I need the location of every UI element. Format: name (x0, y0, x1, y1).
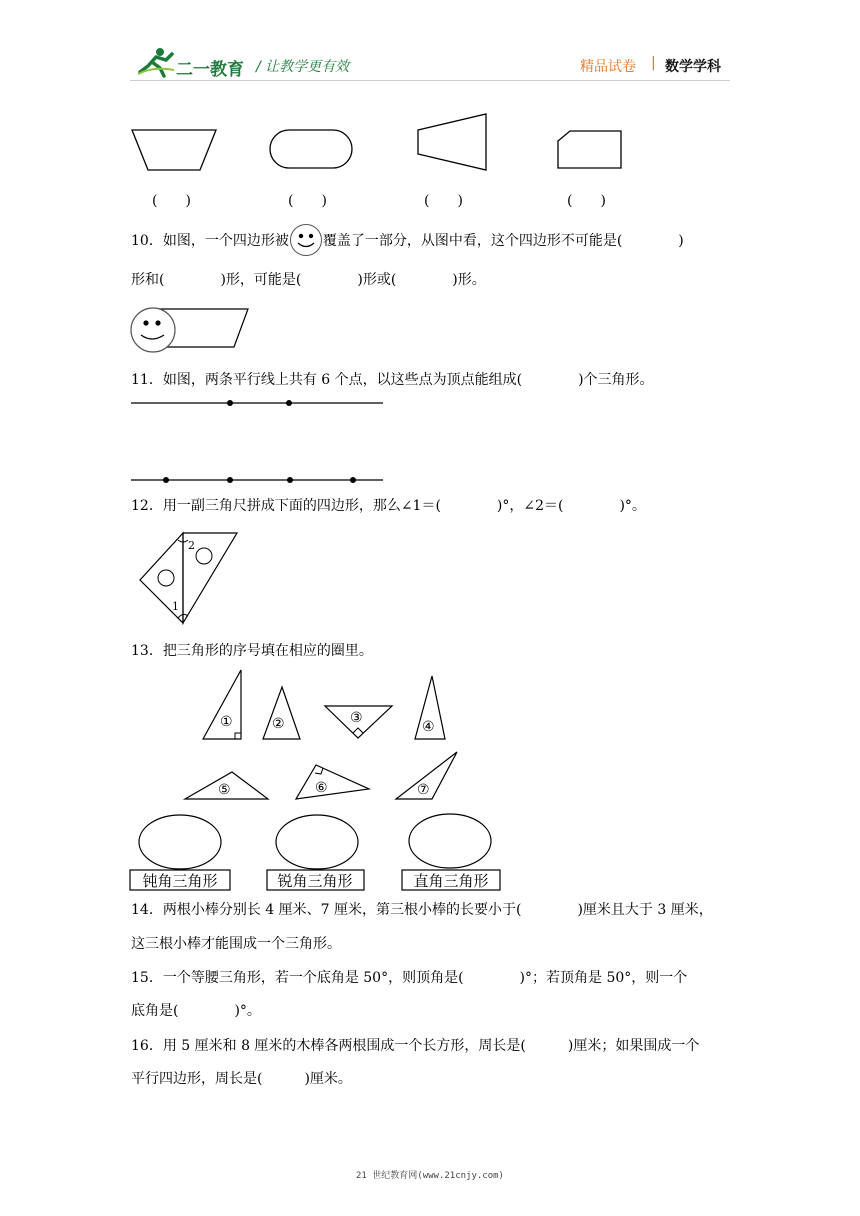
triangles-figure (120, 664, 520, 894)
parallel-lines-figure (128, 394, 388, 490)
header (0, 0, 860, 90)
triangle-4-label: ④ (422, 719, 435, 735)
logo-runner-icon (134, 46, 176, 78)
acute-answer-circle (276, 815, 358, 869)
question-16-line-2: 平行四边形，周长是( )厘米。 (131, 1071, 352, 1087)
question-13: 13．把三角形的序号填在相应的圈里。 (131, 643, 373, 659)
question-10-line-2: 形和( )形，可能是( )形或( )形。 (131, 272, 486, 288)
right-trapezoid-shape (418, 114, 486, 170)
question-14-line-2: 这三根小棒才能围成一个三角形。 (131, 936, 341, 952)
question-16-line-1: 16．用 5 厘米和 8 厘米的木棒各两根围成一个长方形，周长是( )厘米；如果围成一个 (131, 1038, 700, 1054)
right-answer-circle (409, 814, 491, 868)
set-squares-figure (135, 528, 245, 628)
shape-answer-3: ( ) (424, 193, 463, 209)
right-triangle-box: 直角三角形 (413, 872, 489, 890)
header-separator: | (651, 55, 656, 71)
triangle-5-label: ⑤ (218, 782, 231, 798)
triangle-1-label: ① (220, 714, 233, 730)
footer: 21 世纪教育网(www.21cnjy.com) (356, 1171, 504, 1181)
acute-triangle-box: 锐角三角形 (277, 872, 353, 890)
obtuse-answer-circle (139, 815, 221, 869)
triangle-6-label: ⑥ (315, 780, 328, 796)
cut-corner-rectangle-shape (558, 131, 621, 168)
shapes-row (0, 110, 860, 180)
trapezoid-shape (132, 130, 216, 170)
angle-2-label: 2 (188, 539, 195, 552)
subject-text: 数学学科 (665, 59, 721, 75)
smiley-icon (289, 223, 323, 257)
covered-quadrilateral-figure (128, 303, 252, 357)
question-15-line-2: 底角是( )°。 (131, 1003, 261, 1019)
obtuse-triangle-box: 钝角三角形 (142, 872, 218, 890)
question-15-line-1: 15．一个等腰三角形，若一个底角是 50°，则顶角是( )°；若顶角是 50°，则一个 (131, 970, 688, 986)
logo-text: 二一教育 (176, 60, 244, 80)
triangle-2-label: ② (272, 716, 285, 732)
slogan: / 让教学更有效 (256, 59, 350, 75)
shape-answer-4: ( ) (567, 193, 606, 209)
shape-answer-2: ( ) (288, 193, 327, 209)
question-12: 12．用一副三角尺拼成下面的四边形，那么∠1＝( )°，∠2＝( )°。 (131, 498, 646, 514)
question-10-line-1: 10．如图，一个四边形被 覆盖了一部分，从图中看，这个四边形不可能是( ) (131, 231, 684, 251)
header-rule (130, 80, 730, 81)
badge-text: 精品试卷 (580, 59, 636, 75)
angle-1-label: 1 (172, 600, 179, 613)
question-11: 11．如图，两条平行线上共有 6 个点，以这些点为顶点能组成( )个三角形。 (131, 372, 654, 388)
question-14-line-1: 14．两根小棒分别长 4 厘米、7 厘米，第三根小棒的长要小于( )厘米且大于 3 厘米， (131, 902, 713, 918)
shape-answer-1: ( ) (152, 193, 191, 209)
triangle-3-label: ③ (350, 710, 363, 726)
rounded-rectangle-shape (270, 130, 352, 168)
triangle-7-label: ⑦ (417, 782, 430, 798)
